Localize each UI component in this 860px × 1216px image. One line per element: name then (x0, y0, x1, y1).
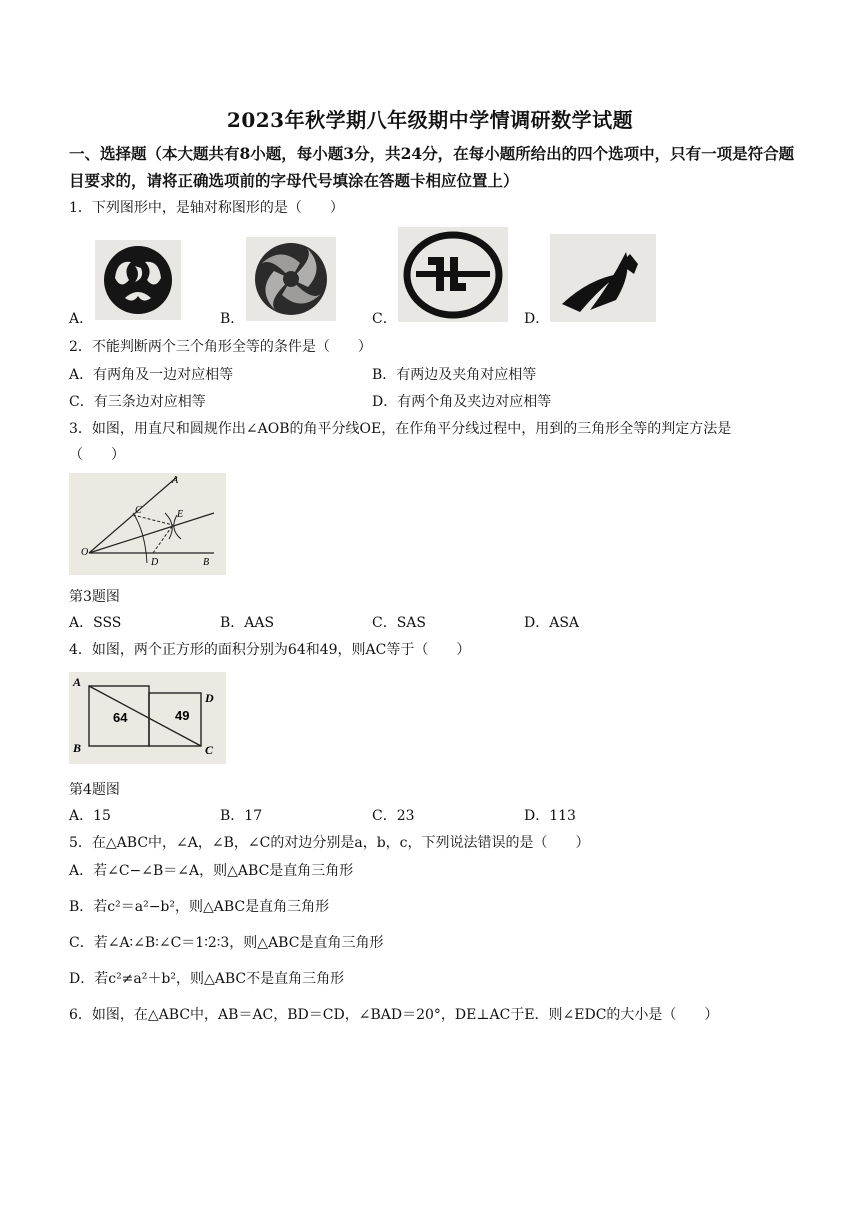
q1-option-c-image (398, 227, 508, 322)
q1-option-d-label: D． (524, 311, 550, 327)
question-6-stem: 6．如图，在△ABC中，AB＝AC，BD＝CD，∠BAD＝20°，DE⊥AC于E．则∠EDC的大小是（ ） (69, 1007, 719, 1023)
q1-option-a-image (95, 240, 181, 320)
section-heading: 一、选择题（本大题共有8小题，每小题3分，共24分，在每小题所给出的四个选项中，只有一项是符合题目要求的，请将正确选项前的字母代号填涂在答题卡相应位置上） (69, 144, 795, 190)
q4-option-d: D．113 (524, 808, 576, 824)
q3-figure (69, 473, 226, 575)
q5-option-b: B．若c²＝a²−b²，则△ABC是直角三角形 (69, 899, 330, 915)
question-1-stem: 1．下列图形中，是轴对称图形的是（ ） (69, 200, 344, 216)
q2-option-b: B．有两边及夹角对应相等 (372, 367, 537, 383)
q4-figure (69, 672, 226, 764)
q1-option-c-label: C． (372, 311, 397, 327)
question-4-stem: 4．如图，两个正方形的面积分别为64和49，则AC等于（ ） (69, 642, 471, 658)
q3-option-a: A．SSS (69, 615, 122, 631)
q4-label-b: B (73, 741, 82, 755)
q4-label-d: D (205, 691, 214, 705)
q4-label-a: A (73, 675, 82, 689)
q3-option-c: C．SAS (372, 615, 427, 631)
q3-label-a: A (172, 475, 179, 486)
page-title: 2023年秋学期八年级期中学情调研数学试题 (226, 108, 634, 132)
q3-label-b: B (203, 557, 210, 568)
q3-label-e: E (177, 509, 184, 520)
q1-option-b-image (246, 237, 336, 321)
q3-option-b: B．AAS (220, 615, 275, 631)
question-3-stem-bracket: （ ） (69, 447, 125, 463)
q4-caption: 第4题图 (69, 782, 120, 798)
q1-option-a-label: A． (69, 311, 94, 327)
q5-option-a: A．若∠C−∠B＝∠A，则△ABC是直角三角形 (69, 863, 354, 879)
q2-option-a: A．有两角及一边对应相等 (69, 367, 234, 383)
q1-option-d-image (550, 234, 656, 322)
q4-label-c: C (205, 743, 214, 757)
q2-option-d: D．有两个角及夹边对应相等 (372, 394, 552, 410)
q3-label-c: C (135, 505, 142, 516)
q4-label-64: 64 (113, 710, 128, 725)
q4-option-b: B．17 (220, 808, 263, 824)
q5-option-d: D．若c²≠a²＋b²，则△ABC不是直角三角形 (69, 971, 345, 987)
q4-label-49: 49 (175, 708, 190, 723)
q4-option-a: A．15 (69, 808, 111, 824)
q5-option-c: C．若∠A∶∠B∶∠C＝1∶2∶3，则△ABC是直角三角形 (69, 935, 384, 951)
q3-caption: 第3题图 (69, 589, 120, 605)
q1-option-b-label: B． (220, 311, 245, 327)
q3-option-d: D．ASA (524, 615, 580, 631)
q3-label-o: O (81, 547, 89, 558)
q4-option-c: C．23 (372, 808, 415, 824)
question-5-stem: 5．在△ABC中，∠A，∠B，∠C的对边分别是a，b，c，下列说法错误的是（ ） (69, 835, 590, 851)
q2-option-c: C．有三条边对应相等 (69, 394, 206, 410)
question-3-stem: 3．如图，用直尺和圆规作出∠AOB的角平分线OE，在作角平分线过程中，用到的三角形全等的判定方法是 (69, 421, 732, 437)
question-2-stem: 2．不能判断两个三个角形全等的条件是（ ） (69, 339, 372, 355)
q3-label-d: D (151, 557, 159, 568)
